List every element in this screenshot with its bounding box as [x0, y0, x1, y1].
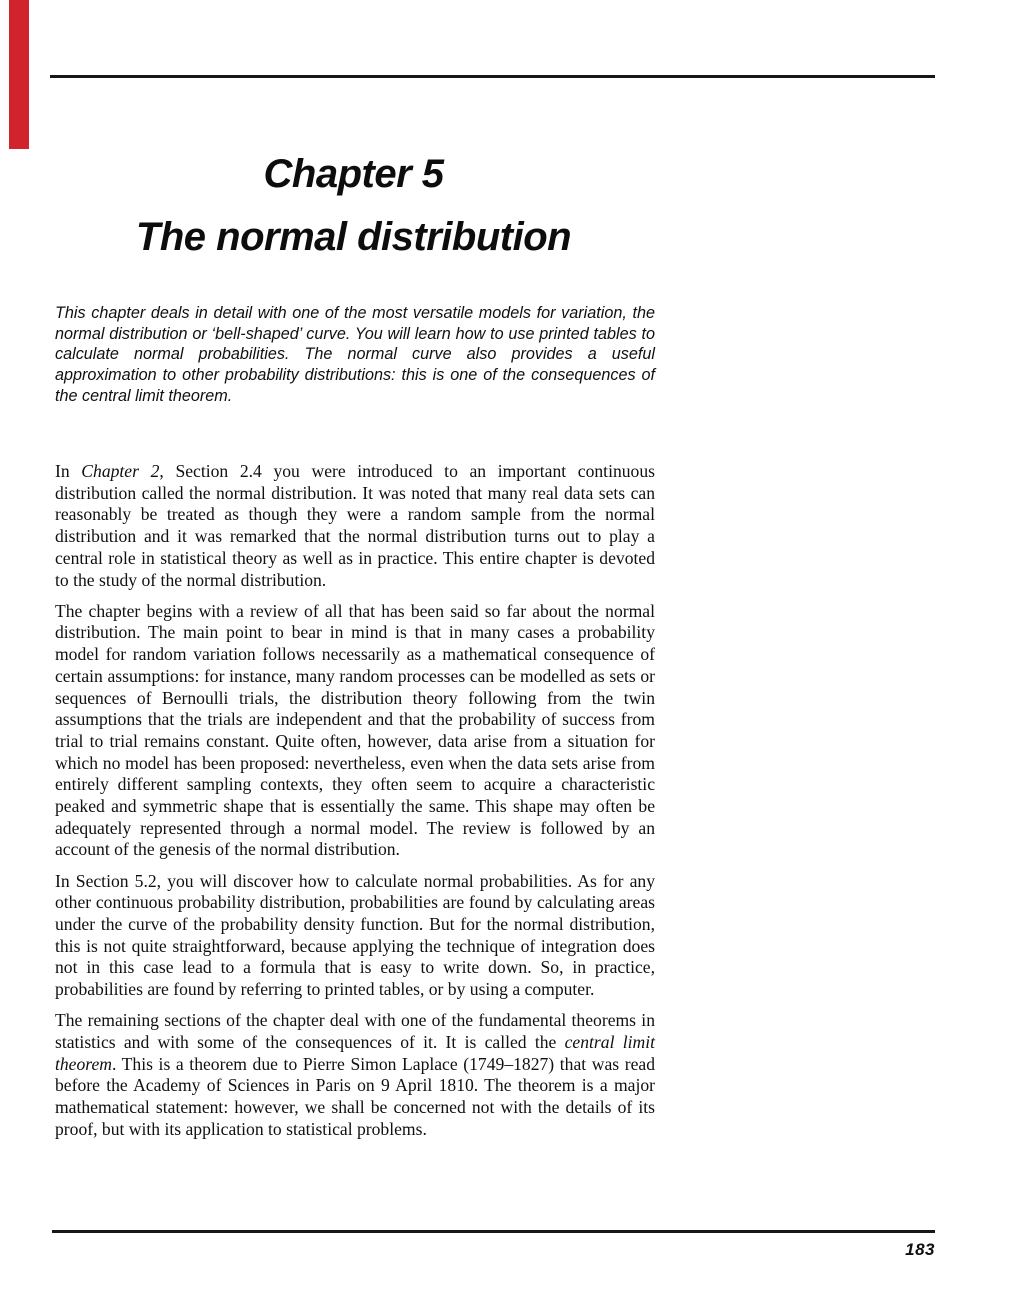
paragraph: In Section 5.2, you will discover how to calculate normal probabilities. As for any other continuous probability distribution, probabilities are found by calculating areas under the curve of the probability density function. But for the normal distribution, this is not quite straightforward, because applying the technique of integration does not in this case lead to a formula that is easy to write down. So, in practice, probabilities are found by referring to printed tables, or by using a computer. — [55, 870, 655, 1000]
chapter-edge-tab — [9, 0, 29, 149]
body-paragraphs — [55, 461, 655, 1150]
chapter-heading — [55, 143, 652, 269]
paragraph: The remaining sections of the chapter deal with one of the fundamental theorems in statistics and with some of the consequences of it. It is called the central limit theorem. This is a theorem due to Pierre Simon Laplace (1749–1827) that was read before the Academy of Sciences in Paris on 9 April 1810. The theorem is a major mathematical statement: however, we shall be concerned not with the details of its proof, but with its application to statistical problems. — [55, 1010, 655, 1139]
header-rule — [50, 75, 935, 78]
chapter-title: The normal distribution — [135, 215, 572, 259]
page-number: 183 — [905, 1240, 935, 1259]
footer-rule — [52, 1230, 935, 1233]
paragraph: The chapter begins with a review of all that has been said so far about the normal distribution. The main point to bear in mind is that in many cases a probability model for random variation follows necessarily as a mathematical consequence of certain assumptions: for instance, many random processes can be modelled as sets or sequences of Bernoulli trials, the distribution theory following from the twin assumptions that the trials are independent and that the probability of success from trial to trial remains constant. Quite often, however, data arise from a situation for which no model has been proposed: nevertheless, even when the data sets arise from entirely different sampling contexts, they often seem to acquire a characteristic peaked and symmetric shape that is essentially the same. This shape may often be adequately represented through a normal model. The review is followed by an account of the genesis of the normal distribution. — [55, 600, 655, 860]
paragraph: In Chapter 2, Section 2.4 you were introduced to an important continuous distribution called the normal distribution. It was noted that many real data sets can reasonably be treated as though they were a random sample from the normal distribution and it was remarked that the normal distribution turns out to play a central role in statistical theory as well as in practice. This entire chapter is devoted to the study of the normal distribution. — [55, 461, 655, 590]
chapter-number: Chapter 5 — [263, 152, 444, 196]
chapter-summary: This chapter deals in detail with one of the most versatile models for variation, the normal distribution or ‘bell-shaped’ curve. You will learn how to use printed tables to calculate normal probabilities. The normal curve also provides a useful approximation to other probability distributions: this is one of the consequences of the central limit theorem. — [55, 304, 655, 405]
